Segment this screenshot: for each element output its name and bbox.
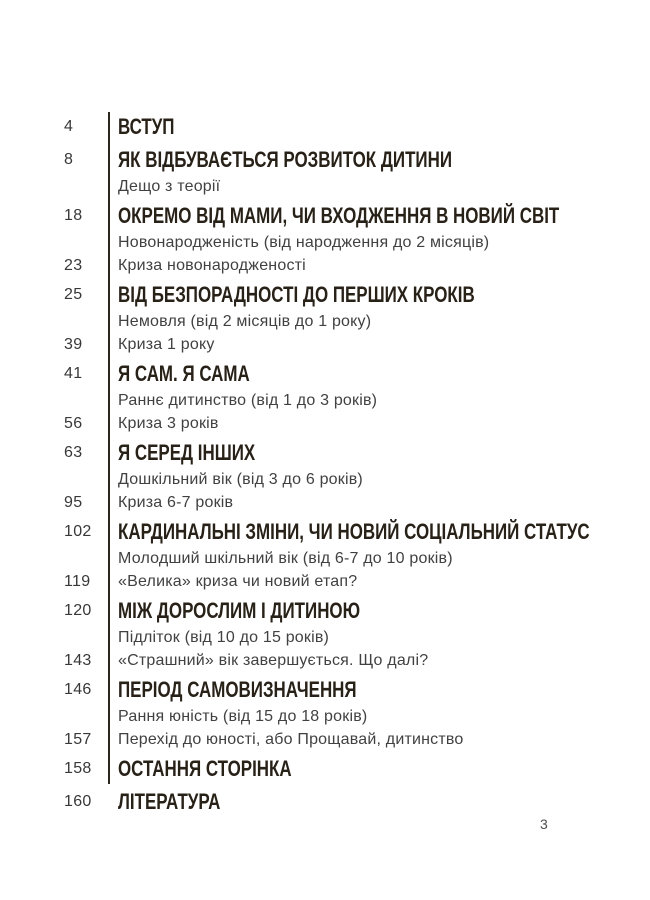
toc-entry-subtitle: Молодший шкільний вік (від 6-7 до 10 років) bbox=[118, 550, 453, 567]
toc-title-row bbox=[0, 598, 650, 626]
toc-title-row bbox=[0, 756, 650, 784]
toc-block bbox=[0, 282, 650, 356]
toc-entry-title: ЯК ВІДБУВАЄТЬСЯ РОЗВИТОК ДИТИНИ bbox=[118, 147, 453, 172]
toc-title-row bbox=[0, 677, 650, 705]
toc-page-number: 39 bbox=[64, 336, 83, 353]
toc-entry-subtitle: Криза 1 року bbox=[118, 336, 215, 353]
toc-page-number: 146 bbox=[64, 681, 92, 698]
toc-subtitle-row bbox=[0, 468, 650, 491]
toc-block bbox=[0, 789, 650, 817]
toc-subtitle-row bbox=[0, 649, 650, 672]
toc-entry-title: МІЖ ДОРОСЛИМ І ДИТИНОЮ bbox=[118, 598, 361, 623]
toc-block bbox=[0, 147, 650, 198]
toc-title-row bbox=[0, 147, 650, 175]
toc-subtitle-row bbox=[0, 389, 650, 412]
toc-subtitle-row bbox=[0, 412, 650, 435]
toc-subtitle-row bbox=[0, 175, 650, 198]
toc-block bbox=[0, 756, 650, 784]
toc-entry-subtitle: Рання юність (від 15 до 18 років) bbox=[118, 708, 368, 725]
toc-page-number: 158 bbox=[64, 760, 92, 777]
toc-entry-title: ВСТУП bbox=[118, 114, 175, 139]
toc-entry-title: ВІД БЕЗПОРАДНОСТІ ДО ПЕРШИХ КРОКІВ bbox=[118, 282, 475, 307]
toc-entry-title: Я СЕРЕД ІНШИХ bbox=[118, 440, 256, 465]
toc-entry-title: ОСТАННЯ СТОРІНКА bbox=[118, 756, 292, 781]
toc-title-row bbox=[0, 114, 650, 142]
toc-title-row bbox=[0, 361, 650, 389]
toc-subtitle-row bbox=[0, 254, 650, 277]
toc-entry-subtitle: «Велика» криза чи новий етап? bbox=[118, 573, 358, 590]
toc-entry-subtitle: Криза 6-7 років bbox=[118, 494, 234, 511]
toc-page-number: 4 bbox=[64, 118, 74, 135]
toc-entry-subtitle: Перехід до юності, або Прощавай, дитинство bbox=[118, 731, 464, 748]
toc-subtitle-row bbox=[0, 728, 650, 751]
toc-page-number: 25 bbox=[64, 286, 83, 303]
toc-page-number: 102 bbox=[64, 523, 92, 540]
toc-block bbox=[0, 361, 650, 435]
toc-entry-subtitle: Новонародженість (від народження до 2 місяців) bbox=[118, 234, 490, 251]
toc-entry-subtitle: Підліток (від 10 до 15 років) bbox=[118, 629, 330, 646]
toc-subtitle-row bbox=[0, 626, 650, 649]
toc-title-row bbox=[0, 282, 650, 310]
toc-subtitle-row bbox=[0, 570, 650, 593]
toc-page-number: 18 bbox=[64, 207, 83, 224]
toc-title-row bbox=[0, 203, 650, 231]
toc-title-row bbox=[0, 519, 650, 547]
toc-entry-subtitle: «Страшний» вік завершується. Що далі? bbox=[118, 652, 429, 669]
toc-block bbox=[0, 677, 650, 751]
toc-subtitle-row bbox=[0, 231, 650, 254]
toc-page-number: 157 bbox=[64, 731, 92, 748]
toc-entry-subtitle: Дещо з теорії bbox=[118, 178, 221, 195]
toc-entry-title: КАРДИНАЛЬНІ ЗМІНИ, ЧИ НОВИЙ СОЦІАЛЬНИЙ СТАТУС bbox=[118, 519, 590, 544]
toc-entry-title: ПЕРІОД САМОВИЗНАЧЕННЯ bbox=[118, 677, 357, 702]
toc-subtitle-row bbox=[0, 333, 650, 356]
toc-page-number: 56 bbox=[64, 415, 83, 432]
toc-page-number: 41 bbox=[64, 365, 83, 382]
toc-page-number: 119 bbox=[64, 573, 91, 590]
toc-entry-subtitle: Дошкільний вік (від 3 до 6 років) bbox=[118, 471, 363, 488]
toc-page-number: 95 bbox=[64, 494, 83, 511]
toc-subtitle-row bbox=[0, 310, 650, 333]
toc-entry-subtitle: Криза новонародженості bbox=[118, 257, 306, 274]
toc-entry-title: Я САМ. Я САМА bbox=[118, 361, 250, 386]
toc-title-row bbox=[0, 440, 650, 468]
toc-subtitle-row bbox=[0, 491, 650, 514]
toc-title-row bbox=[0, 789, 650, 817]
toc-entry-subtitle: Раннє дитинство (від 1 до 3 років) bbox=[118, 392, 378, 409]
toc-block bbox=[0, 519, 650, 593]
toc-entry-title: ОКРЕМО ВІД МАМИ, ЧИ ВХОДЖЕННЯ В НОВИЙ СВІТ bbox=[118, 203, 560, 228]
toc-subtitle-row bbox=[0, 547, 650, 570]
toc-block bbox=[0, 203, 650, 277]
toc-block bbox=[0, 440, 650, 514]
toc-page-number: 8 bbox=[64, 151, 74, 168]
toc-page-number: 160 bbox=[64, 793, 92, 810]
table-of-contents bbox=[0, 114, 650, 822]
toc-page-number: 23 bbox=[64, 257, 83, 274]
page-folio-number: 3 bbox=[540, 816, 548, 832]
toc-block bbox=[0, 598, 650, 672]
toc-entry-subtitle: Немовля (від 2 місяців до 1 року) bbox=[118, 313, 372, 330]
toc-page-number: 120 bbox=[64, 602, 92, 619]
toc-subtitle-row bbox=[0, 705, 650, 728]
toc-entry-subtitle: Криза 3 років bbox=[118, 415, 219, 432]
toc-page-number: 63 bbox=[64, 444, 83, 461]
toc-page-number: 143 bbox=[64, 652, 92, 669]
toc-block bbox=[0, 114, 650, 142]
toc-entry-title: ЛІТЕРАТУРА bbox=[118, 789, 221, 814]
